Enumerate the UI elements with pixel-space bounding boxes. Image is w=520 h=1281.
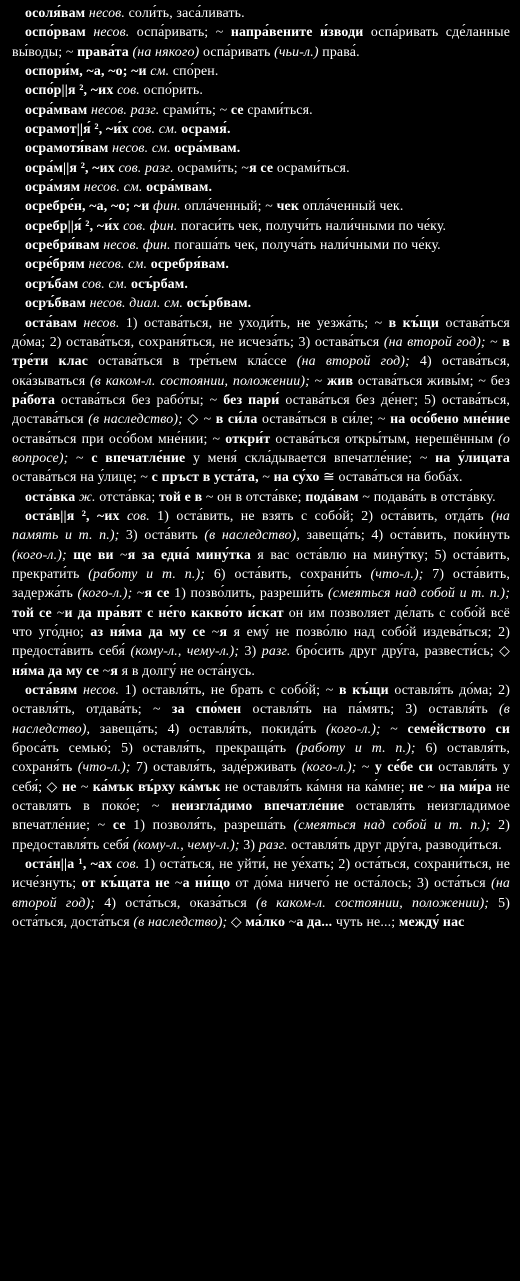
bulgarian-phrase: в къ́щи <box>339 683 389 699</box>
bulgarian-phrase: осъ́рбам. <box>131 276 189 292</box>
translation-text: осрами́ться. <box>273 160 350 176</box>
translation-text: остава́ться в си́ле; ~ <box>257 412 391 428</box>
grammar-note: (на память и т. п.); <box>12 508 514 544</box>
bulgarian-phrase: с впечатле́ние <box>91 450 186 466</box>
grammar-note: разг. <box>258 837 288 853</box>
translation-text: 5) оста́ться, доста́ться <box>12 895 514 931</box>
translation-text: опла́ченный; ~ <box>180 199 277 215</box>
dictionary-entry-osporim <box>12 62 510 81</box>
translation-text: ~ <box>285 915 297 931</box>
grammar-note: (работу и т. п.); <box>88 566 206 582</box>
translation-text: оставля́ть на па́мять; 3) оставля́ть <box>241 702 500 718</box>
translation-text: 3) <box>239 644 262 660</box>
grammar-note: сов. <box>126 508 150 524</box>
dictionary-entry-osramvam <box>12 101 510 120</box>
translation-text: оставля́ть у себя́; ◇ <box>12 760 514 795</box>
translation-text: 4) оста́ться, оказа́ться <box>95 895 257 911</box>
bulgarian-phrase: в тре́ти клас <box>12 334 514 370</box>
grammar-note: ж. <box>78 489 96 505</box>
dictionary-entry-osramyam <box>12 178 510 197</box>
grammar-note: несов. <box>83 315 120 331</box>
grammar-note: (кому-л., чему-л.); <box>132 837 240 853</box>
translation-text: остава́ться в тре́тьем кла́ссе <box>88 354 297 370</box>
translation-text: броса́ть семью́; 5) оставля́ть, прекраща́ть <box>12 721 514 757</box>
translation-text: 1) оста́вить, не взять с собо́й; 2) оста́вить, отда́ть <box>149 508 492 524</box>
translation-text: ◇ <box>227 915 246 931</box>
bulgarian-phrase: ра́бота <box>12 392 56 408</box>
bulgarian-phrase: на ми́ра <box>439 779 492 795</box>
translation-text: остава́ться откры́тым, нерешённым <box>270 431 499 447</box>
translation-text: ≅ остава́ться на боба́х. <box>319 470 463 486</box>
bulgarian-phrase: я се <box>249 160 274 176</box>
grammar-note: (на второй год); <box>12 876 514 911</box>
translation-text: ~ <box>485 334 503 350</box>
headword: оста́н||а ¹, ~ах <box>25 857 113 873</box>
translation-text: ~ <box>205 625 220 640</box>
bulgarian-phrase: напра́вените и́зводи <box>230 25 364 41</box>
grammar-note: (в каком-л. состоянии, положении); <box>256 895 489 911</box>
translation-text: 1) оставля́ть, не брать с собо́й; ~ <box>119 683 340 699</box>
translation-text: 6) оставля́ть, сохраня́ть <box>12 741 514 776</box>
grammar-note: несов. <box>88 6 125 21</box>
grammar-note: (смеяться над собой и т. п.); <box>328 586 510 602</box>
headword: осребр||я́ ², ~и́х <box>25 218 120 234</box>
translation-text: ~ <box>423 779 440 795</box>
grammar-note: несов. разг. <box>90 102 160 118</box>
translation-text: спо́рен. <box>169 64 219 80</box>
grammar-note: несов. <box>93 25 130 41</box>
bulgarian-phrase: семе́йството си <box>407 721 510 737</box>
bulgarian-phrase: права́та <box>77 44 129 60</box>
translation-text: остава́ться на у́лице; ~ <box>12 450 514 486</box>
grammar-note: (кого-л.); <box>325 721 381 737</box>
translation-text: ~ <box>99 663 111 679</box>
translation-text: оспа́ривать; ~ <box>129 25 231 41</box>
bulgarian-phrase: а да... <box>296 915 333 931</box>
dictionary-entry-osrebren <box>12 197 510 216</box>
bulgarian-phrase: а ни́що <box>182 876 231 892</box>
grammar-note: (работу и т. п.); <box>295 741 416 757</box>
translation-text: ~ <box>258 470 274 486</box>
dictionary-entry-osram-ya <box>12 159 510 178</box>
dictionary-entry-ospor-ya <box>12 81 510 100</box>
headword: осребря́вам <box>25 238 100 254</box>
bulgarian-phrase: осрамя́. <box>181 122 231 138</box>
translation-text: ~ <box>113 547 128 563</box>
translation-text: 3) <box>239 837 259 853</box>
bulgarian-phrase: на у́лицата <box>435 450 510 466</box>
bulgarian-phrase: за спо́мен <box>171 702 242 718</box>
grammar-note: разг. <box>261 644 291 660</box>
bulgarian-phrase: чек <box>276 199 300 215</box>
bulgarian-phrase: на су́хо <box>273 470 320 486</box>
bulgarian-phrase: той се <box>12 605 52 621</box>
grammar-note: (кого-л.); <box>12 547 67 563</box>
bulgarian-phrase: я <box>110 663 119 679</box>
dictionary-entry-osporvam <box>12 23 514 62</box>
headword: осребре́н, ~а, ~о; ~и <box>25 199 150 215</box>
headword: оста́вам <box>25 315 78 331</box>
headword: оспо́рвам <box>25 25 86 41</box>
translation-text: опла́ченный чек. <box>299 199 404 215</box>
translation-text: я вас оста́влю на мину́тку; 5) оста́вить, прекрати́ть <box>12 547 514 582</box>
translation-text: ~ подава́ть в отста́вку. <box>358 489 496 505</box>
grammar-note: (на второй год); <box>383 334 486 350</box>
grammar-note: (что-л.); <box>370 566 424 582</box>
grammar-note: сов. см. <box>132 122 178 138</box>
bulgarian-phrase: не <box>408 779 424 795</box>
translation-text: 6) оста́вить, сохрани́ть <box>205 566 371 582</box>
translation-text: оставля́ть неизгладимое впечатле́ние; ~ <box>12 799 514 834</box>
grammar-note: фин. <box>153 199 181 215</box>
translation-text: ~ <box>76 779 93 795</box>
translation-text: не оставля́ть ка́мня на ка́мне; <box>220 779 409 795</box>
grammar-note: несов. <box>83 683 120 699</box>
bulgarian-phrase: в си́ла <box>215 412 258 428</box>
translation-text: погаси́ть чек, получи́ть нали́чными по че́ку. <box>177 218 447 234</box>
translation-text: остава́ться до́ма; 2) остава́ться, сохраня́ться, не исчеза́ть; 3) остава́ться <box>12 315 514 350</box>
grammar-note: сов. разг. <box>118 160 174 176</box>
bulgarian-phrase: осъ́рбвам. <box>186 296 252 312</box>
grammar-note: (в наследство); <box>133 915 228 931</box>
bulgarian-phrase: жив <box>327 373 354 389</box>
translation-text: 4) остава́ться, ока́зываться <box>12 354 514 389</box>
translation-text: 1) позволя́ть, разреша́ть <box>125 818 294 834</box>
bulgarian-phrase: той е в <box>158 489 203 505</box>
translation-text: отста́вка; <box>95 489 159 505</box>
translation-text: срами́ть; ~ <box>159 102 231 118</box>
grammar-note: (в наследство); <box>88 412 183 428</box>
headword: осоля́вам <box>25 6 86 21</box>
headword: осра́м||я ², ~их <box>25 160 115 176</box>
grammar-note: (в каком-л. состоянии, положении); <box>90 373 310 389</box>
bulgarian-phrase: ще ви <box>73 547 114 563</box>
translation-text: оспа́ривать сде́ланные вы́воды; ~ <box>12 25 514 60</box>
grammar-note: сов. фин. <box>123 218 178 234</box>
bulgarian-phrase: и да пра́вят с не́го какво́то и́скат <box>64 605 284 621</box>
headword: осра́мям <box>25 180 81 196</box>
headword: оста́вка <box>25 489 76 505</box>
grammar-note: (чьи-л.) <box>274 44 319 60</box>
bulgarian-phrase: без пари́ <box>223 392 280 408</box>
translation-text: ~ <box>380 721 408 737</box>
translation-text: от до́ма ничего́ не оста́лось; 3) оста́ться <box>230 876 492 892</box>
grammar-note: (о вопросе); <box>12 431 514 466</box>
translation-text: оспо́рить. <box>139 83 204 99</box>
translation-text: 1) остава́ться, не уходи́ть, не уезжа́ть; ~ <box>119 315 389 331</box>
bulgarian-phrase: осра́мвам. <box>146 180 213 196</box>
translation-text: оставля́ть друг дру́га, разводи́ться. <box>287 837 502 853</box>
translation-text: остава́ться при осо́бом мне́нии; ~ <box>12 412 514 447</box>
dictionary-entry-osrebryam <box>12 255 510 274</box>
translation-text: ◇ ~ <box>182 412 216 428</box>
dictionary-entry-osrabvam <box>12 294 510 313</box>
bulgarian-phrase: ма́лко <box>245 915 286 931</box>
translation-text: ~ <box>68 450 92 466</box>
dictionary-entry-ostav-ya <box>12 507 514 681</box>
bulgarian-phrase: ка́мък въ́рху ка́мък <box>92 779 221 795</box>
translation-text: 3) оста́вить <box>119 528 205 544</box>
headword: оста́в||я ², ~их <box>25 508 120 524</box>
headword: оспори́м, ~а, ~о; ~и <box>25 64 147 80</box>
grammar-note: (кого-л.); <box>301 760 357 776</box>
grammar-note: несов. см. <box>83 180 143 196</box>
headword: осръ́бам <box>25 276 79 292</box>
dictionary-entry-osrabam <box>12 275 510 294</box>
translation-text: ~ <box>51 605 65 621</box>
dictionary-entry-osolyavam <box>12 4 510 23</box>
grammar-note: сов. см. <box>81 276 128 292</box>
bulgarian-phrase: у се́бе си <box>374 760 433 776</box>
bulgarian-phrase: осребря́вам. <box>150 257 229 273</box>
translation-text: оспа́ривать <box>199 44 275 60</box>
translation-text: не оставлять в поко́е; ~ <box>12 779 514 815</box>
translation-text: остава́ться без де́нег; 5) остава́ться, достава́ться <box>12 392 514 428</box>
translation-text: завеща́ть; 4) оставля́ть, покида́ть <box>90 721 326 737</box>
bulgarian-phrase: ня́ма да му се <box>12 663 100 679</box>
translation-text: 1) оста́ться, не уйти́, не уе́хать; 2) оста́ться, сохрани́ться, не исче́знуть; <box>12 857 514 892</box>
translation-text: осрами́ть; ~ <box>173 160 250 176</box>
grammar-note: (на второй год); <box>296 354 410 370</box>
grammar-note: (в наследство), <box>12 702 514 737</box>
bulgarian-phrase: я се <box>144 586 170 602</box>
grammar-note: (смеяться над собой и т. п.); <box>293 818 491 834</box>
translation-text: ~ он в отста́вке; <box>202 489 306 505</box>
translation-text <box>120 509 127 524</box>
translation-text: я ему́ не позво́лю над собо́й издева́ться; 2) предоста́вить себя́ <box>12 625 514 660</box>
translation-text: ~ <box>309 373 328 389</box>
grammar-note: сов. <box>116 857 140 873</box>
translation-text <box>510 586 514 601</box>
translation-text: завеща́ть; 4) оста́вить, поки́нуть <box>299 528 514 544</box>
bulgarian-phrase: неизгла́димо впечатле́ние <box>171 799 345 815</box>
bulgarian-phrase: я <box>219 625 228 640</box>
grammar-note: см. <box>150 64 170 80</box>
dictionary-entry-osrebr-ya <box>12 217 510 236</box>
bulgarian-phrase: не <box>62 779 77 795</box>
bulgarian-phrase: между́ нас <box>398 915 465 931</box>
headword: осре́брям <box>25 257 85 273</box>
translation-text: остава́ться живы́м; ~ без <box>353 373 514 389</box>
grammar-note: несов. см. <box>88 257 148 273</box>
grammar-note: сов. <box>117 83 140 99</box>
bulgarian-phrase: пода́вам <box>305 489 359 505</box>
grammar-note: несов. диал. см. <box>89 296 184 312</box>
bulgarian-phrase: я за една́ мину́тка <box>127 547 251 563</box>
headword: оспо́р||я ², ~их <box>25 83 114 99</box>
dictionary-entry-osramot-ya <box>12 120 510 139</box>
translation-text: остава́ться без рабо́ты; ~ <box>55 392 224 408</box>
translation-text: 2) предоставля́ть себя́ <box>12 818 514 853</box>
bulgarian-phrase: аз ня́ма да му се <box>90 625 206 640</box>
bulgarian-phrase: се <box>112 818 126 834</box>
translation-text: бро́сить друг дру́га, развести́сь; ◇ <box>290 644 514 660</box>
translation-text: права́. <box>318 44 360 60</box>
headword: осрамот||я́ ², ~и́х <box>25 122 129 138</box>
translation-text: срами́ться. <box>243 102 313 118</box>
headword: осръ́бвам <box>25 296 86 312</box>
grammar-note: (кого-л.); <box>77 586 133 602</box>
grammar-note: (на някого) <box>132 44 200 60</box>
headword: оста́вям <box>25 683 78 699</box>
bulgarian-phrase: откри́т <box>225 431 271 447</box>
translation-text: я в долгу́ не оста́нусь. <box>118 663 256 679</box>
translation-text: ~ <box>169 876 183 892</box>
translation-text: 7) оста́вить, задержа́ть <box>12 566 514 602</box>
dictionary-entry-ostan-a <box>12 855 514 932</box>
dictionary-entry-ostavam <box>12 314 514 488</box>
translation-text: погаша́ть чек, получа́ть нали́чными по че́ку. <box>170 238 441 254</box>
dictionary-entry-ostavka <box>12 488 510 507</box>
translation-text: у меня́ скла́дывается впечатле́ние; ~ <box>185 450 436 466</box>
translation-text: 7) оставля́ть, заде́рживать <box>130 760 302 776</box>
bulgarian-phrase: на осо́бено мне́ние <box>390 412 511 428</box>
translation-text: ~ <box>356 760 375 776</box>
dictionary-entry-ostavyam <box>12 681 514 855</box>
bulgarian-phrase: в къ́щи <box>388 315 440 331</box>
translation-text: 1) позво́лить, разреши́ть <box>169 586 329 602</box>
headword: осрамотя́вам <box>25 141 109 157</box>
bulgarian-phrase: се <box>230 102 244 118</box>
translation-text: ~ <box>132 586 145 602</box>
bulgarian-phrase: осра́мвам. <box>174 141 241 157</box>
grammar-note: (кому-л., чему-л.); <box>130 644 240 660</box>
headword: осра́мвам <box>25 102 88 118</box>
translation-text: оставля́ть до́ма; 2) оставля́ть, отдава́ть; ~ <box>12 683 514 718</box>
grammar-note: несов. фин. <box>103 238 171 254</box>
dictionary-entry-osramotyavam <box>12 139 510 158</box>
translation-text: соли́ть, заса́ливать. <box>124 6 245 21</box>
grammar-note: несов. см. <box>112 141 171 157</box>
grammar-note: (в наследство), <box>204 528 300 544</box>
translation-text: он им позволяет де́лать с собо́й всё что уго́дно; <box>12 605 514 640</box>
bulgarian-phrase: от къ́щата не <box>81 876 170 892</box>
bulgarian-phrase: с пръст в уста́та, <box>151 470 259 486</box>
grammar-note: (что-л.); <box>77 760 131 776</box>
translation-text: чуть не...; <box>332 915 399 931</box>
dictionary-entry-osrebryavam <box>12 236 510 255</box>
